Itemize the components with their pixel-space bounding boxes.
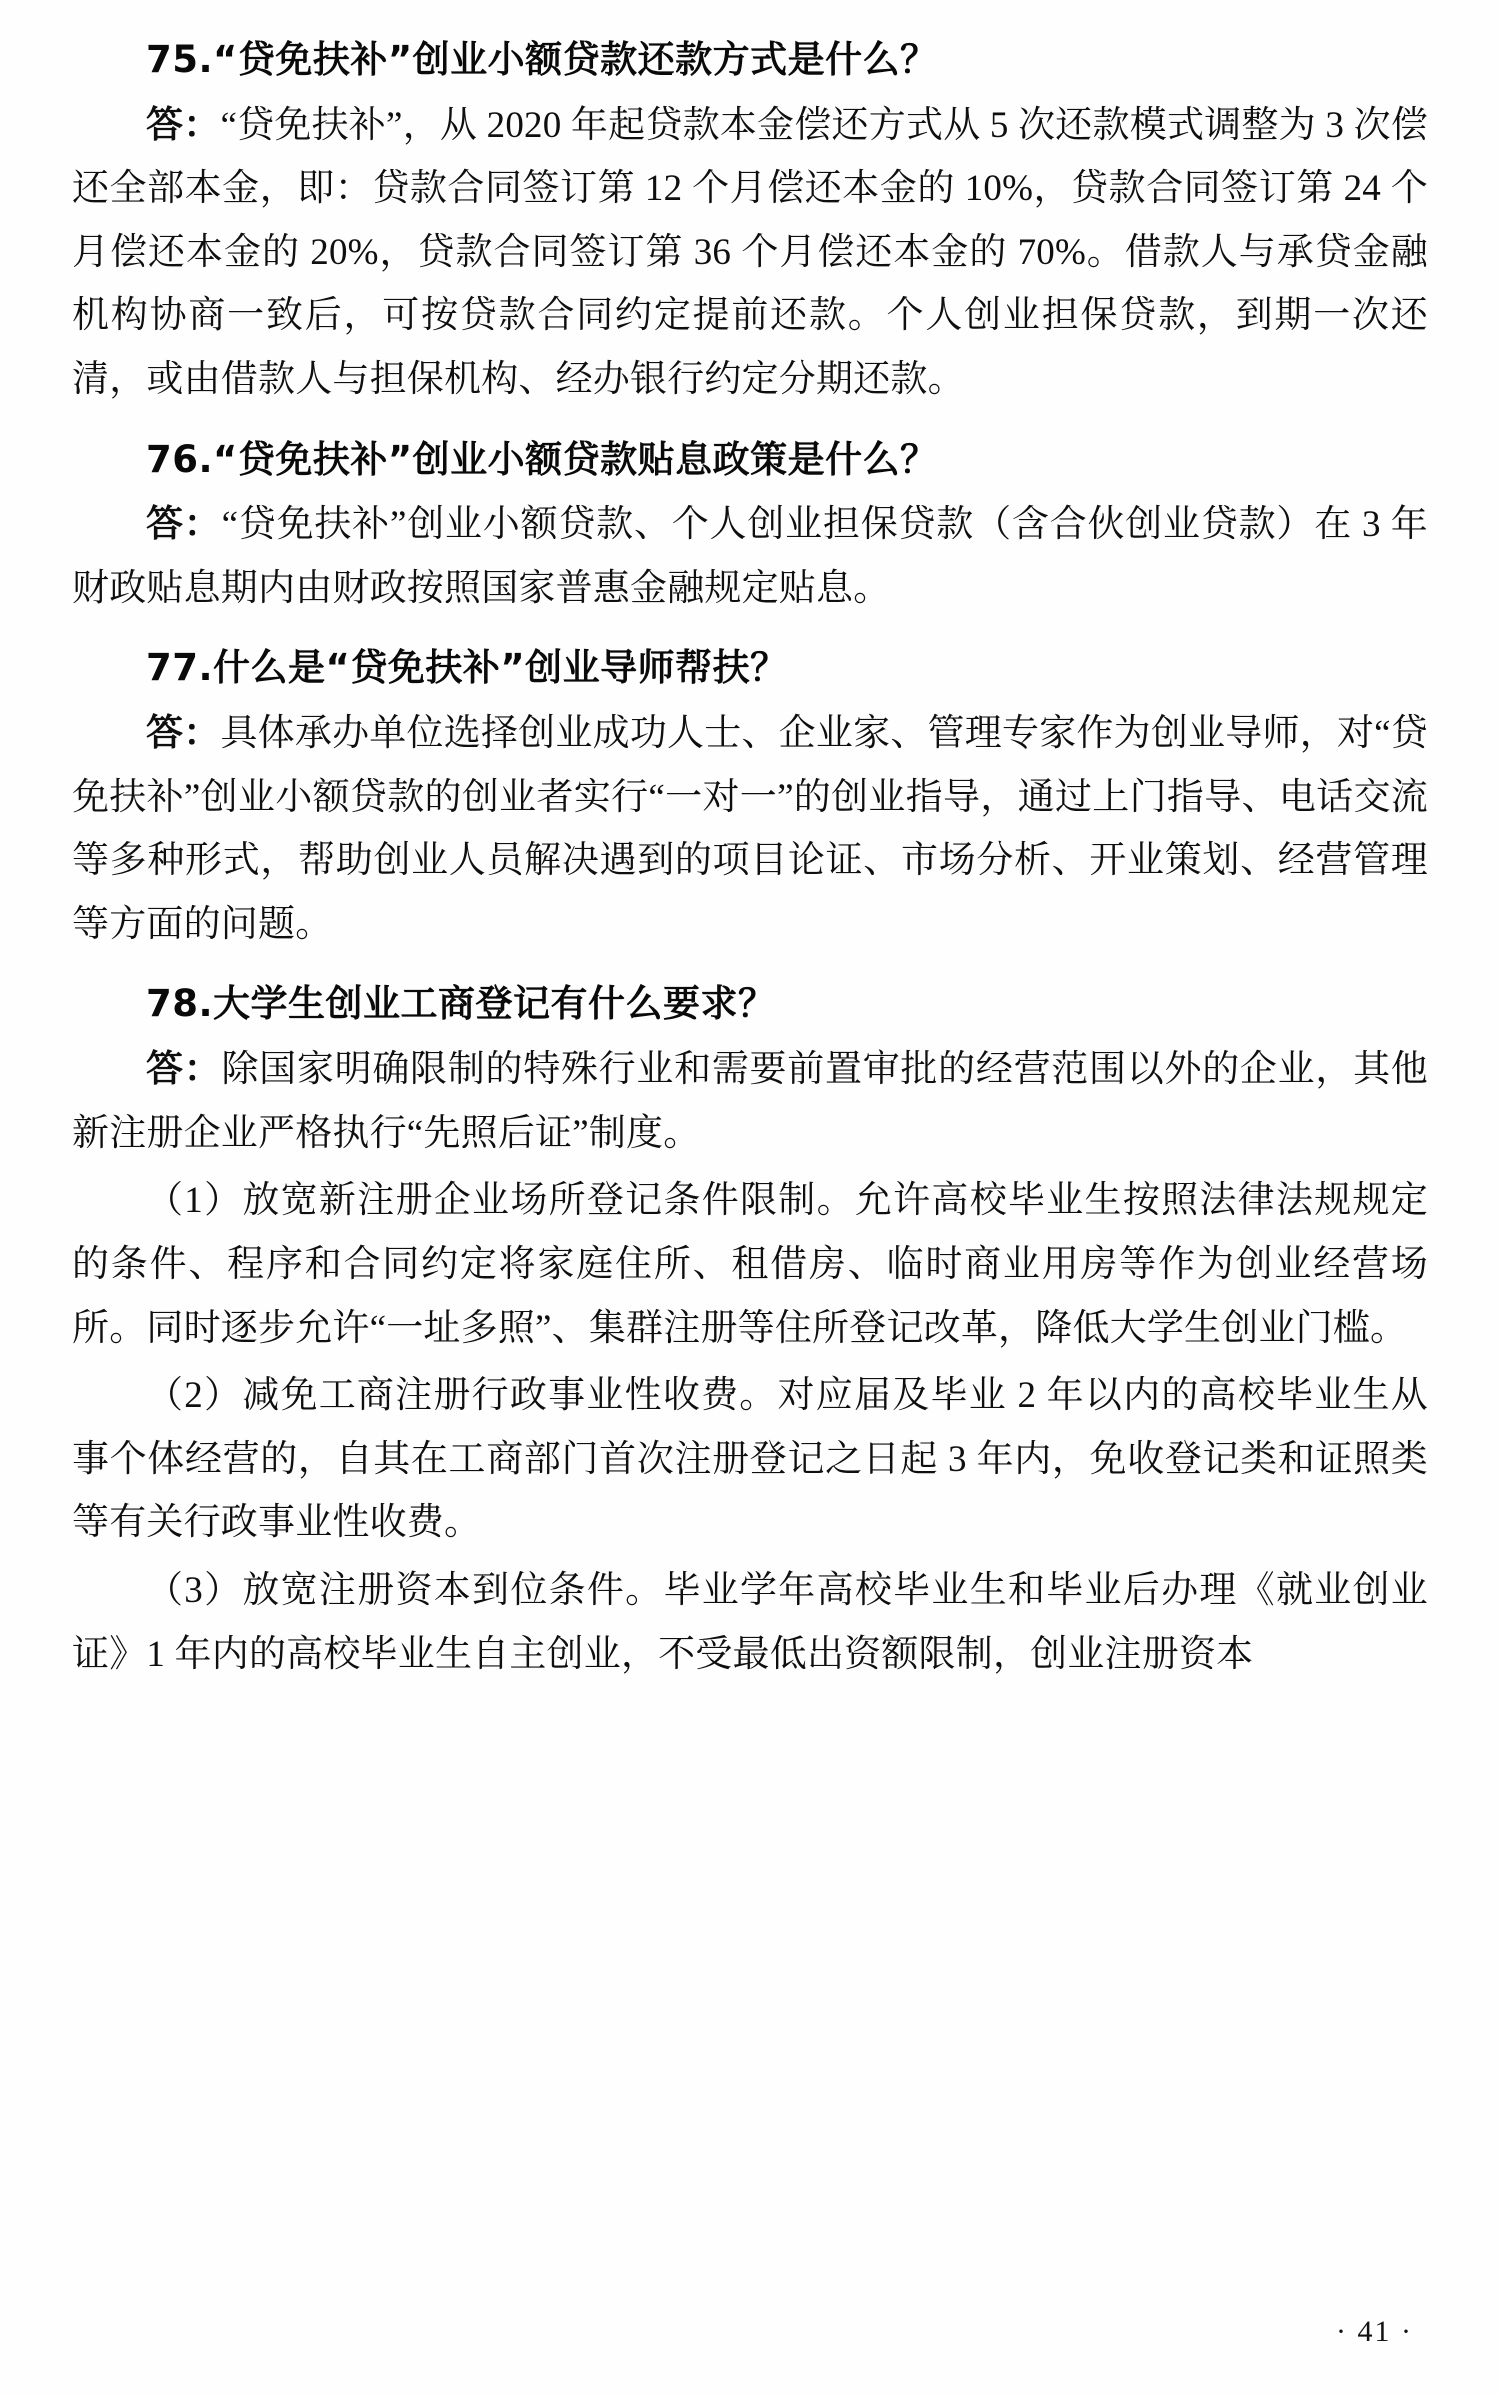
question-heading-77: 77.什么是“贷免扶补”创业导师帮扶？ [146,646,788,690]
question-heading-76: 76.“贷免扶补”创业小额贷款贴息政策是什么？ [146,437,938,481]
list-item-1: （1）放宽新注册企业场所登记条件限制。允许高校毕业生按照法律法规规定的条件、程序和合同约定将家庭住所、租借房、临时商业用房等作为创业经营场所。同时逐步允许“一址多照”、集群注册等住所登记改革，降低大学生创业门槛。 [72,1180,1428,1349]
question-heading-78: 78.大学生创业工商登记有什么要求？ [146,982,776,1026]
answer-paragraph-76 [72,492,1428,620]
page-number: · 41 · [1336,2315,1413,2348]
answer-label-76: 答： [146,502,222,546]
answer-text-77: 具体承办单位选择创业成功人士、企业家、管理专家作为创业导师，对“贷免扶补”创业小额贷款的创业者实行“一对一”的创业指导，通过上门指导、电话交流等多种形式，帮助创业人员解决遇到的项目论证、市场分析、开业策划、经营管理等方面的问题。 [72,712,1428,945]
list-item-2: （2）减免工商注册行政事业性收费。对应届及毕业 2 年以内的高校毕业生从事个体经营的，自其在工商部门首次注册登记之日起 3 年内，免收登记类和证照类等有关行政事业性收费。 [72,1375,1428,1544]
answer-label-77: 答： [146,710,221,754]
page-content [72,34,1428,1686]
answer-paragraph-77 [72,701,1428,957]
answer-paragraph-75 [72,93,1428,412]
answer-paragraph-78 [72,1037,1428,1165]
question-heading-75: 75.“贷免扶补”创业小额贷款还款方式是什么？ [146,38,938,81]
list-item-3: （3）放宽注册资本到位条件。毕业学年高校毕业生和毕业后办理《就业创业证》1 年内的高校毕业生自主创业，不受最低出资额限制，创业注册资本 [72,1570,1428,1675]
answer-text-75: “贷免扶补”，从 2020 年起贷款本金偿还方式从 5 次还款模式调整为 3 次偿还全部本金，即：贷款合同签订第 12 个月偿还本金的 10%，贷款合同签订第 24 个月偿还本金的 20%，贷款合同签订第 36 个月偿还本金的 70%。借款人与承贷金融机构协商一致后，可按贷款合同约定提前还款。个人创业担保贷款，到期一次还清，或由借款人与担保机构、经办银行约定分期还款。 [72,104,1429,401]
answer-label-78: 答： [146,1047,222,1090]
answer-label-75: 答： [146,102,221,146]
answer-text-78: 除国家明确限制的特殊行业和需要前置审批的经营范围以外的企业，其他新注册企业严格执行“先照后证”制度。 [72,1049,1428,1154]
answer-text-76: “贷免扶补”创业小额贷款、个人创业担保贷款（含合伙创业贷款）在 3 年财政贴息期内由财政按照国家普惠金融规定贴息。 [72,504,1429,609]
